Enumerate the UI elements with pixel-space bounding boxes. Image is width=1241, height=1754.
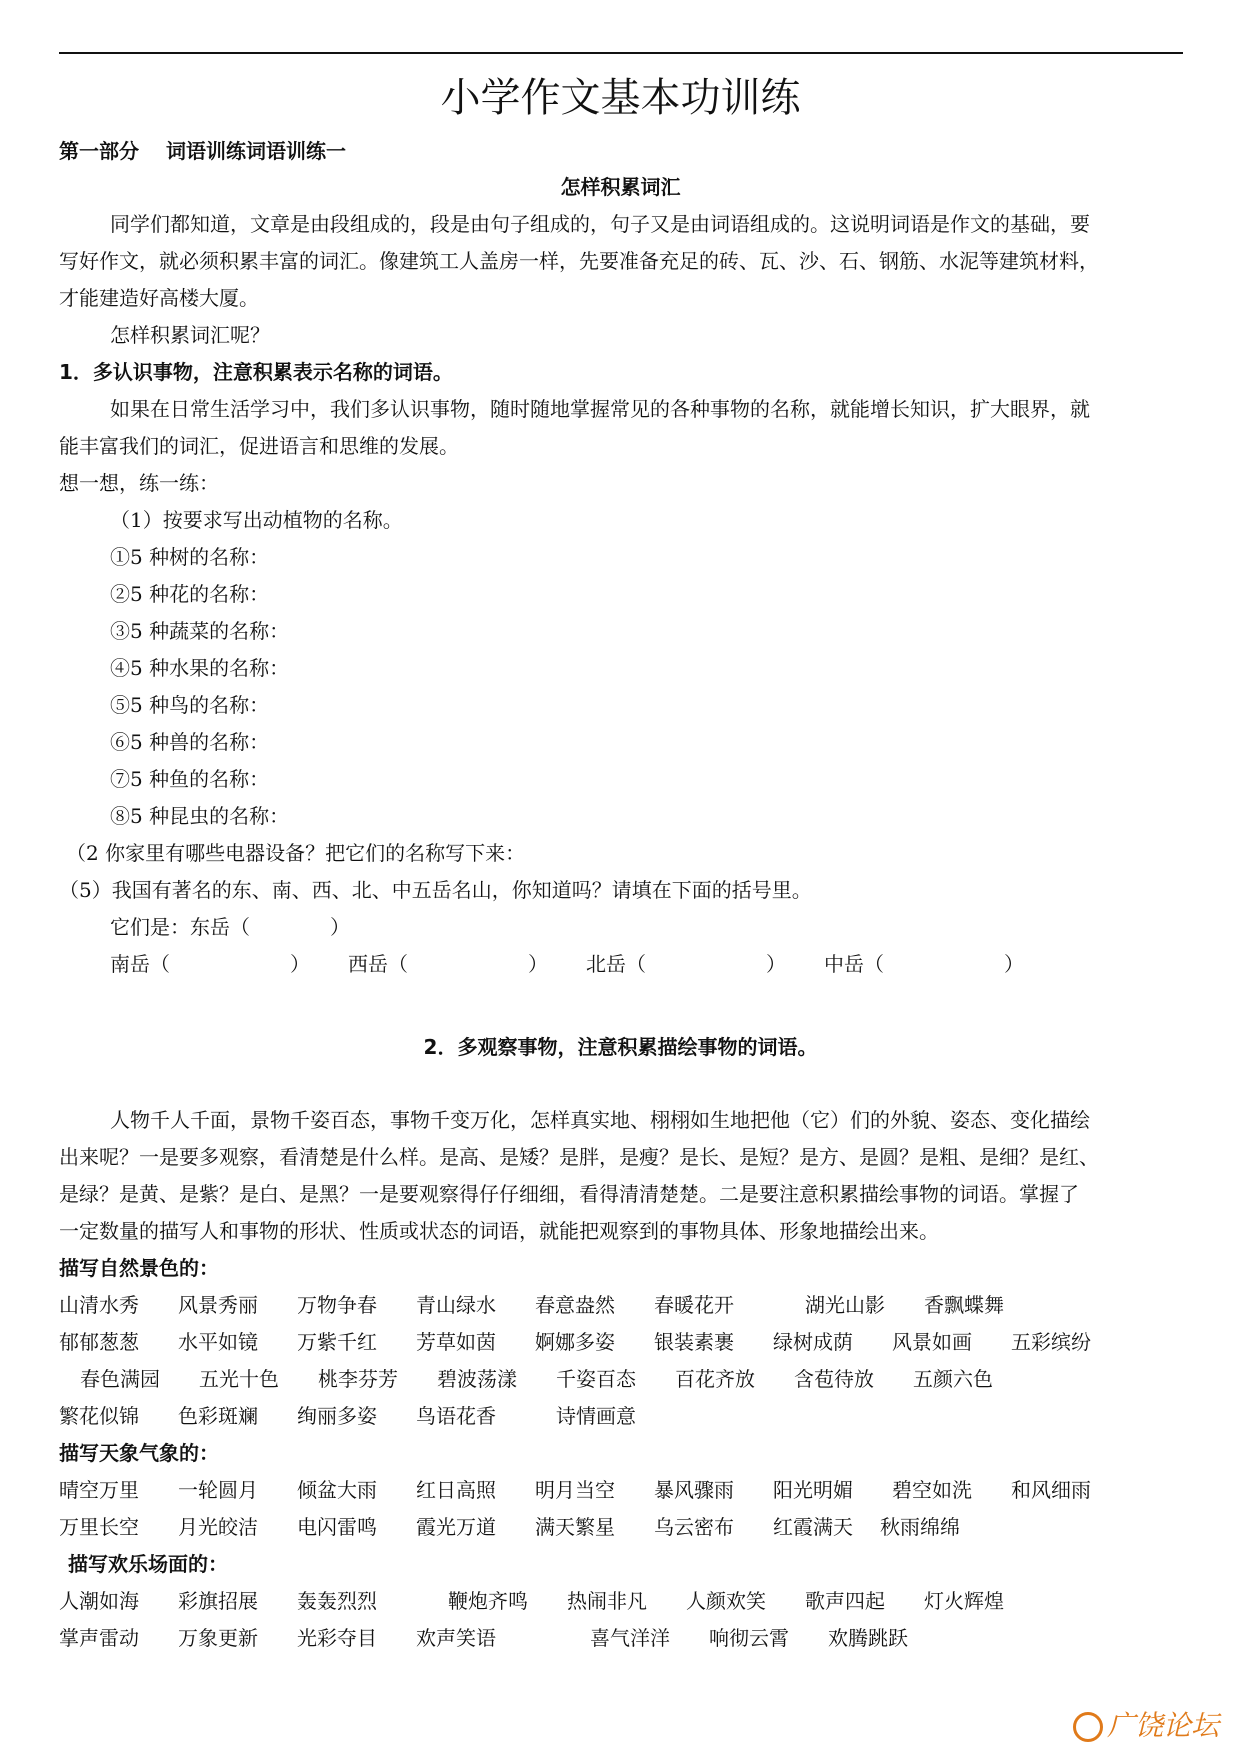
idiom-word: 百花齐放 [675,1367,755,1391]
idiom-word: 山清水秀 [59,1293,139,1317]
idiom-word: 红霞满天 [773,1515,853,1539]
mountain-blank: 西岳（ ） [348,952,548,976]
idiom-word: 月光皎洁 [178,1515,258,1539]
heading-2: 2．多观察事物，注意积累描绘事物的词语。 [423,1035,818,1059]
idiom-word: 青山绿水 [416,1293,496,1317]
list-item: ③5 种蔬菜的名称： [110,619,290,643]
category-nature: 描写自然景色的： [59,1256,219,1280]
idiom-word: 五光十色 [199,1367,279,1391]
idiom-word: 响彻云霄 [709,1626,789,1650]
idiom-word: 满天繁星 [535,1515,615,1539]
intro-paragraph-line-1: 同学们都知道，文章是由段组成的，段是由句子组成的，句子又是由词语组成的。这说明词语是作文的基础，要 [110,212,1090,236]
list-item: ⑥5 种兽的名称： [110,730,270,754]
idiom-word: 风景如画 [892,1330,972,1354]
intro-paragraph-line-2: 写好作文，就必须积累丰富的词汇。像建筑工人盖房一样，先要准备充足的砖、瓦、沙、石、钢筋、水泥等建筑材料， [59,249,1099,273]
mountain-blank: 中岳（ ） [824,952,1024,976]
idiom-word: 湖光山影 [805,1293,885,1317]
idiom-word: 芳草如茵 [416,1330,496,1354]
page-title: 小学作文基本功训练 [440,75,801,121]
paragraph-3-line-3: 是绿？是黄、是紫？是白、是黑？一是要观察得仔仔细细，看得清清楚楚。二是要注意积累描绘事物的词语。掌握了 [59,1182,1079,1206]
category-weather: 描写天象气象的： [59,1441,219,1465]
forum-logo-icon [1073,1712,1103,1742]
list-item: ⑤5 种鸟的名称： [110,693,270,717]
idiom-word: 千姿百态 [556,1367,636,1391]
list-item: ①5 种树的名称： [110,545,270,569]
mountain-blank: 南岳（ ） [110,952,310,976]
idiom-word: 欢腾跳跃 [828,1626,908,1650]
idiom-word: 绿树成荫 [773,1330,853,1354]
idiom-word: 倾盆大雨 [297,1478,377,1502]
idiom-word: 桃李芬芳 [318,1367,398,1391]
paragraph-3-line-4: 一定数量的描写人和事物的形状、性质或状态的词语，就能把观察到的事物具体、形象地描绘出来。 [59,1219,939,1243]
idiom-word: 五彩缤纷 [1011,1330,1091,1354]
idiom-word: 水平如镜 [178,1330,258,1354]
category-joy: 描写欢乐场面的： [68,1552,228,1576]
idiom-word: 人潮如海 [59,1589,139,1613]
watermark-text: 广饶论坛 [1106,1709,1219,1742]
idiom-word: 明月当空 [535,1478,615,1502]
idiom-word: 阳光明媚 [773,1478,853,1502]
list-item: ⑧5 种昆虫的名称： [110,804,290,828]
idiom-word: 鸟语花香 [416,1404,496,1428]
idiom-word: 香飘蝶舞 [924,1293,1004,1317]
idiom-word: 霞光万道 [416,1515,496,1539]
question-2: （2 你家里有哪些电器设备？把它们的名称写下来： [66,841,526,865]
question-1: （1）按要求写出动植物的名称。 [110,508,403,532]
idiom-word: 繁花似锦 [59,1404,139,1428]
idiom-word: 暴风骤雨 [654,1478,734,1502]
east-mountain-blank: 它们是：东岳（ ） [110,915,350,939]
idiom-word: 万象更新 [178,1626,258,1650]
heading-1: 1．多认识事物，注意积累表示名称的词语。 [59,360,453,384]
idiom-word: 风景秀丽 [178,1293,258,1317]
subtitle: 怎样积累词汇 [560,175,681,199]
idiom-word: 春意盎然 [535,1293,615,1317]
idiom-word: 掌声雷动 [59,1626,139,1650]
idiom-word: 轰轰烈烈 [297,1589,377,1613]
idiom-word: 万里长空 [59,1515,139,1539]
idiom-word: 人颜欢笑 [686,1589,766,1613]
intro-question: 怎样积累词汇呢？ [110,323,270,347]
idiom-word: 喜气洋洋 [590,1626,670,1650]
idiom-word: 含苞待放 [794,1367,874,1391]
idiom-word: 色彩斑斓 [178,1404,258,1428]
question-5: （5）我国有著名的东、南、西、北、中五岳名山，你知道吗？请填在下面的括号里。 [59,878,812,902]
practice-label: 想一想，练一练： [59,471,219,495]
idiom-word: 春暖花开 [654,1293,734,1317]
mountain-blank: 北岳（ ） [586,952,786,976]
idiom-word: 欢声笑语 [416,1626,496,1650]
idiom-word: 万紫千红 [297,1330,377,1354]
idiom-word: 诗情画意 [556,1404,636,1428]
idiom-word: 乌云密布 [654,1515,734,1539]
header-rule [59,52,1183,54]
list-item: ②5 种花的名称： [110,582,270,606]
list-item: ⑦5 种鱼的名称： [110,767,270,791]
list-item: ④5 种水果的名称： [110,656,290,680]
idiom-word: 秋雨绵绵 [880,1515,960,1539]
idiom-word: 郁郁葱葱 [59,1330,139,1354]
paragraph-3-line-2: 出来呢？一是要多观察，看清楚是什么样。是高、是矮？是胖，是瘦？是长、是短？是方、是圆？是粗、是细？是红、 [59,1145,1099,1169]
idiom-word: 婀娜多姿 [535,1330,615,1354]
idiom-word: 碧空如洗 [892,1478,972,1502]
idiom-word: 绚丽多姿 [297,1404,377,1428]
intro-paragraph-line-3: 才能建造好高楼大厦。 [59,286,259,310]
idiom-word: 万物争春 [297,1293,377,1317]
idiom-word: 电闪雷鸣 [297,1515,377,1539]
idiom-word: 春色满园 [80,1367,160,1391]
idiom-word: 银装素裹 [654,1330,734,1354]
idiom-word: 灯火辉煌 [924,1589,1004,1613]
idiom-word: 彩旗招展 [178,1589,258,1613]
idiom-word: 鞭炮齐鸣 [448,1589,528,1613]
section-heading: 第一部分 词语训练词语训练一 [59,139,346,163]
idiom-word: 碧波荡漾 [437,1367,517,1391]
paragraph-2-line-1: 如果在日常生活学习中，我们多认识事物，随时随地掌握常见的各种事物的名称，就能增长知识，扩大眼界，就 [110,397,1090,421]
idiom-word: 和风细雨 [1011,1478,1091,1502]
watermark [1073,1706,1219,1746]
idiom-word: 晴空万里 [59,1478,139,1502]
idiom-word: 歌声四起 [805,1589,885,1613]
idiom-word: 五颜六色 [913,1367,993,1391]
paragraph-2-line-2: 能丰富我们的词汇，促进语言和思维的发展。 [59,434,459,458]
idiom-word: 热闹非凡 [567,1589,647,1613]
idiom-word: 一轮圆月 [178,1478,258,1502]
paragraph-3-line-1: 人物千人千面，景物千姿百态，事物千变万化，怎样真实地、栩栩如生地把他（它）们的外貌、姿态、变化描绘 [110,1108,1090,1132]
idiom-word: 红日高照 [416,1478,496,1502]
idiom-word: 光彩夺目 [297,1626,377,1650]
